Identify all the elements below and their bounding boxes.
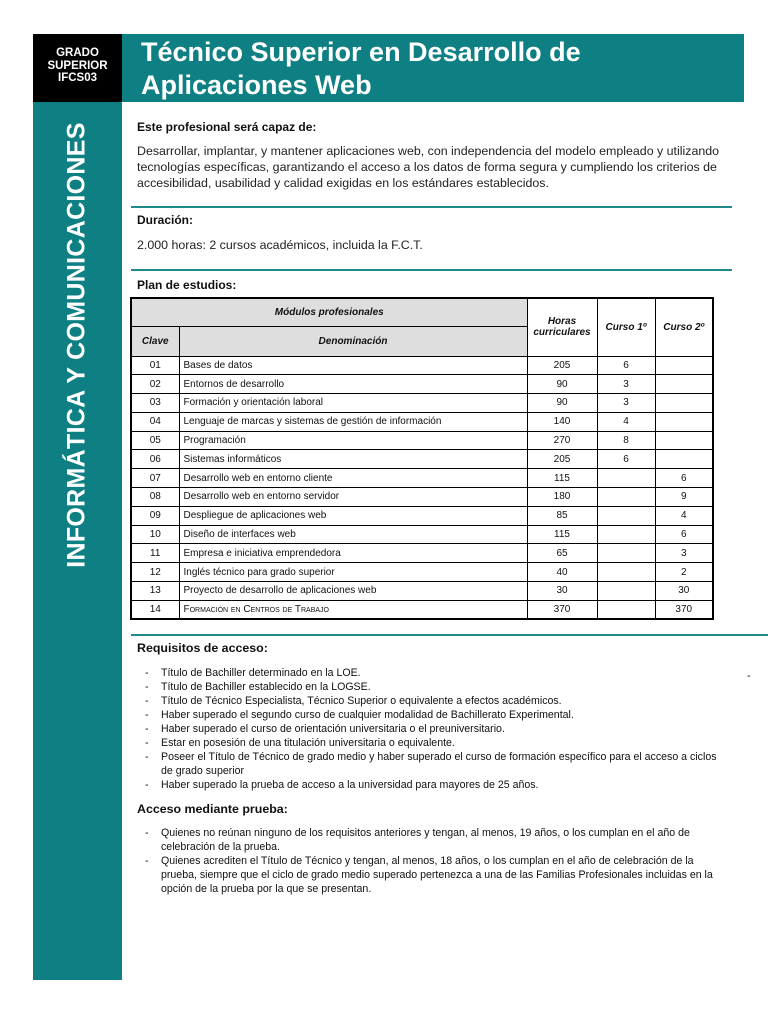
cell-curso2: 9 [655,488,713,507]
profile-heading: Este profesional será capaz de: [137,120,317,134]
cell-horas: 90 [527,375,597,394]
cell-curso1: 3 [597,394,655,413]
cell-curso1 [597,488,655,507]
divider [131,269,732,271]
col-clave: Clave [131,326,179,356]
cell-curso2: 6 [655,469,713,488]
page-title [141,36,741,102]
cell-clave: 07 [131,469,179,488]
table-row [131,563,713,582]
cell-curso1: 8 [597,431,655,450]
cell-horas: 90 [527,394,597,413]
table-row [131,506,713,525]
divider [131,206,732,208]
table-row [131,394,713,413]
cell-horas: 65 [527,544,597,563]
cell-clave: 06 [131,450,179,469]
cell-clave: 02 [131,375,179,394]
cell-horas: 370 [527,600,597,619]
cell-denominacion: Proyecto de desarrollo de aplicaciones web [179,582,527,601]
cell-clave: 09 [131,506,179,525]
table-row [131,544,713,563]
table-row [131,600,713,619]
cell-curso1 [597,525,655,544]
group-header: Módulos profesionales [131,298,527,326]
cell-curso1: 6 [597,356,655,375]
cell-horas: 205 [527,356,597,375]
cell-curso2: 30 [655,582,713,601]
requisitos-heading: Requisitos de acceso: [137,641,268,655]
cell-clave: 01 [131,356,179,375]
list-item: - Haber superado la prueba de acceso a la universidad para mayores de 25 años. [145,778,730,792]
cell-clave: 11 [131,544,179,563]
prueba-list [145,826,730,896]
cell-curso1 [597,582,655,601]
list-item: - Título de Bachiller determinado en la LOE. [145,666,730,680]
table-row [131,488,713,507]
cell-horas: 85 [527,506,597,525]
table-row [131,525,713,544]
col-horas: Horas curriculares [527,298,597,356]
cell-curso2 [655,356,713,375]
professional-family-label: INFORMÁTICA Y COMUNICACIONES [62,122,91,568]
cell-denominacion: Programación [179,431,527,450]
cell-curso2 [655,394,713,413]
cell-horas: 205 [527,450,597,469]
cell-clave: 03 [131,394,179,413]
table-row [131,431,713,450]
table-row [131,450,713,469]
study-plan-table [130,297,714,620]
cell-clave: 10 [131,525,179,544]
cell-horas: 140 [527,412,597,431]
cell-curso1 [597,544,655,563]
table-row [131,375,713,394]
badge-line-3: IFCS03 [58,72,97,84]
title-line-2: Aplicaciones Web [141,70,372,100]
cell-denominacion: Desarrollo web en entorno cliente [179,469,527,488]
cell-curso1: 4 [597,412,655,431]
duration-text: 2.000 horas: 2 cursos académicos, incluida la F.C.T. [137,238,423,252]
cell-denominacion: Diseño de interfaces web [179,525,527,544]
col-curso1: Curso 1º [597,298,655,356]
cell-clave: 05 [131,431,179,450]
cell-curso2 [655,412,713,431]
cell-curso2: 4 [655,506,713,525]
cell-denominacion: Bases de datos [179,356,527,375]
cell-curso2: 2 [655,563,713,582]
list-item: - Poseer el Título de Técnico de grado medio y haber superado el curso de formación específico para el acceso a ciclos de grado superior [145,750,730,778]
list-item: - Haber superado el segundo curso de cualquier modalidad de Bachillerato Experimental. [145,708,730,722]
cell-curso2 [655,431,713,450]
plan-body [131,356,713,619]
cell-curso1 [597,469,655,488]
prueba-heading: Acceso mediante prueba: [137,802,288,816]
cell-denominacion: Lenguaje de marcas y sistemas de gestión de información [179,412,527,431]
cell-curso1: 6 [597,450,655,469]
cell-curso1 [597,600,655,619]
badge-line-2: SUPERIOR [47,59,108,72]
cell-horas: 115 [527,469,597,488]
list-item: - Título de Técnico Especialista, Técnico Superior o equivalente a efectos académicos. [145,694,730,708]
duration-heading: Duración: [137,213,194,227]
cell-clave: 04 [131,412,179,431]
list-item: - Quienes acrediten el Título de Técnico y tengan, al menos, 18 años, o los cumplan en el año de celebración de la prueba, siempre que el ciclo de grado medio superado pertenezca a una de las Familias Profesionales incluidas en la opción de la prueba por la que se presentan. [145,854,730,896]
title-line-1: Técnico Superior en Desarrollo de [141,37,581,67]
table-row [131,469,713,488]
col-curso2: Curso 2º [655,298,713,356]
cell-curso1 [597,506,655,525]
cell-curso2 [655,450,713,469]
cell-horas: 270 [527,431,597,450]
cell-horas: 180 [527,488,597,507]
cell-clave: 12 [131,563,179,582]
requisitos-list [145,666,730,792]
cell-denominacion: Inglés técnico para grado superior [179,563,527,582]
stray-mark: - [747,670,751,682]
cell-curso2: 6 [655,525,713,544]
cell-denominacion: Formación en Centros de Trabajo [179,600,527,619]
family-label-wrap [33,102,122,588]
list-item: - Título de Bachiller establecido en la LOGSE. [145,680,730,694]
cell-clave: 14 [131,600,179,619]
table-row [131,412,713,431]
profile-text: Desarrollar, implantar, y mantener aplicaciones web, con independencia del modelo empleado y utilizando tecnologías específicas, garantizando el acceso a los datos de forma segura y cumpliendo los criterios de accesibilidad, usabilidad y calidad exigidas en los estándares establecidos. [137,144,720,190]
cell-curso2: 3 [655,544,713,563]
cell-denominacion: Empresa e iniciativa emprendedora [179,544,527,563]
list-item: - Estar en posesión de una titulación universitaria o equivalente. [145,736,730,750]
cell-horas: 40 [527,563,597,582]
cell-curso2 [655,375,713,394]
badge-line-1: GRADO [56,47,99,59]
cell-horas: 30 [527,582,597,601]
table-row [131,356,713,375]
cell-denominacion: Entornos de desarrollo [179,375,527,394]
level-badge [33,34,122,102]
list-item: - Quienes no reúnan ninguno de los requisitos anteriores y tengan, al menos, 19 años, o los cumplan en el año de celebración de la prueba. [145,826,730,854]
cell-curso1: 3 [597,375,655,394]
cell-clave: 08 [131,488,179,507]
cell-clave: 13 [131,582,179,601]
plan-heading: Plan de estudios: [137,278,237,292]
cell-denominacion: Sistemas informáticos [179,450,527,469]
cell-denominacion: Formación y orientación laboral [179,394,527,413]
cell-curso1 [597,563,655,582]
cell-denominacion: Despliegue de aplicaciones web [179,506,527,525]
list-item: - Haber superado el curso de orientación universitaria o el preuniversitario. [145,722,730,736]
cell-horas: 115 [527,525,597,544]
table-row [131,582,713,601]
cell-denominacion: Desarrollo web en entorno servidor [179,488,527,507]
divider [131,634,768,636]
col-denominacion: Denominación [179,326,527,356]
cell-curso2: 370 [655,600,713,619]
